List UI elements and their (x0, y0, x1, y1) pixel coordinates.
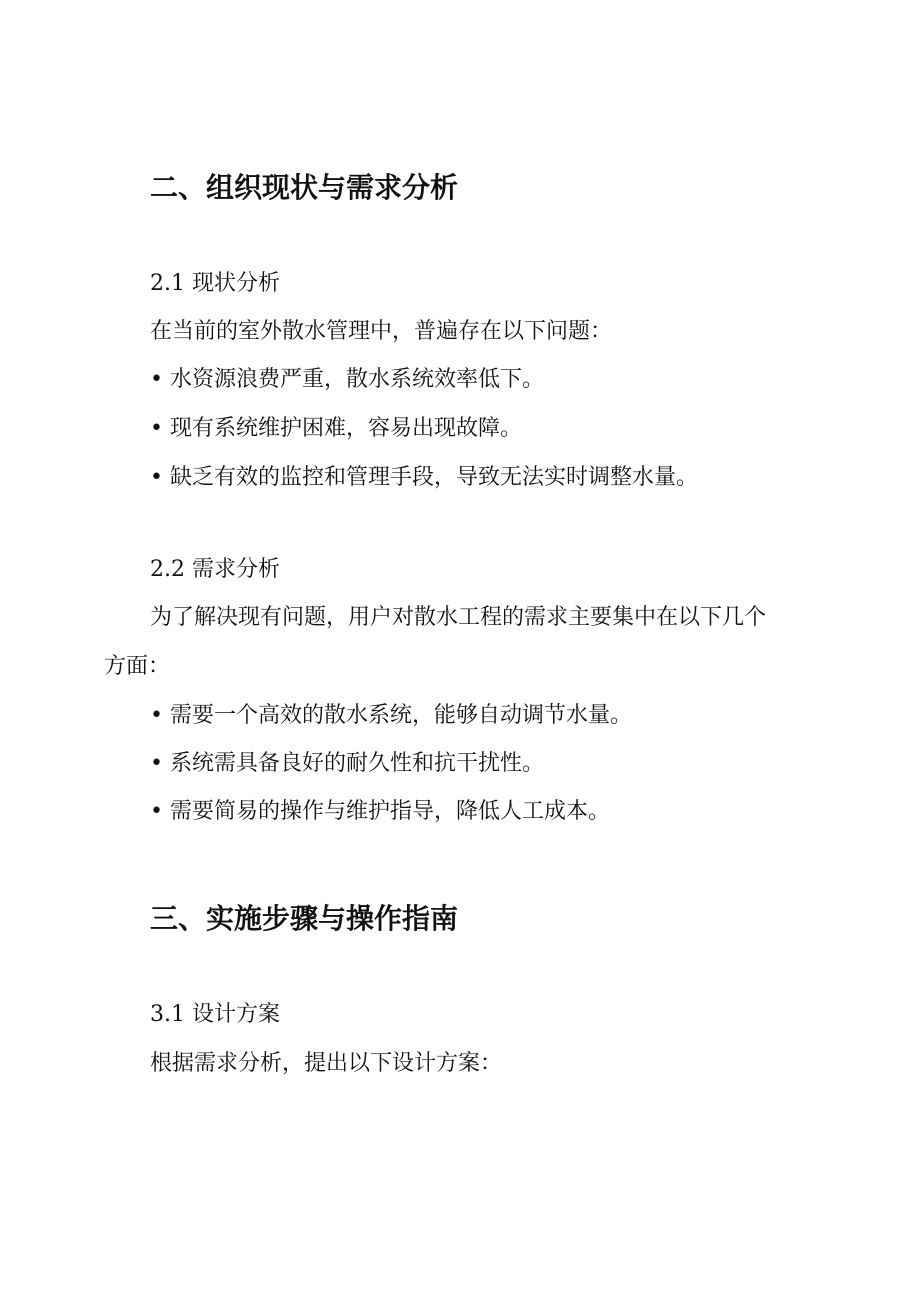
subsection-2-2-heading: 2.2 需求分析 (150, 557, 280, 582)
list-item (150, 753, 544, 775)
list-item (150, 418, 522, 440)
subsection-2-2-intro-line-1: 为了解决现有问题，用户对散水工程的需求主要集中在以下几个 (150, 605, 767, 630)
bullet-icon: • (150, 751, 163, 776)
list-item (150, 801, 610, 823)
list-item-text: 系统需具备良好的耐久性和抗干扰性。 (170, 751, 545, 776)
bullet-icon: • (150, 703, 163, 728)
list-item (150, 467, 698, 489)
bullet-icon: • (150, 367, 163, 392)
bullet-icon: • (150, 465, 163, 490)
subsection-2-2-intro-line-2: 方面： (104, 654, 171, 679)
bullet-icon: • (150, 416, 163, 441)
list-item-text: 水资源浪费严重，散水系统效率低下。 (170, 367, 545, 392)
subsection-3-1-heading: 3.1 设计方案 (150, 1002, 280, 1027)
subsection-2-1-heading: 2.1 现状分析 (150, 271, 280, 296)
section-3-heading: 三、实施步骤与操作指南 (150, 902, 459, 935)
bullet-icon: • (150, 799, 163, 824)
list-item (150, 705, 632, 727)
list-item (150, 369, 544, 391)
list-item-text: 需要一个高效的散水系统，能够自动调节水量。 (170, 703, 633, 728)
subsection-2-1-intro: 在当前的室外散水管理中，普遍存在以下问题： (150, 319, 613, 344)
list-item-text: 现有系统维护困难，容易出现故障。 (170, 416, 523, 441)
subsection-3-1-intro: 根据需求分析，提出以下设计方案： (150, 1051, 503, 1076)
section-2-heading: 二、组织现状与需求分析 (150, 171, 459, 204)
list-item-text: 缺乏有效的监控和管理手段，导致无法实时调整水量。 (170, 465, 699, 490)
list-item-text: 需要简易的操作与维护指导，降低人工成本。 (170, 799, 611, 824)
